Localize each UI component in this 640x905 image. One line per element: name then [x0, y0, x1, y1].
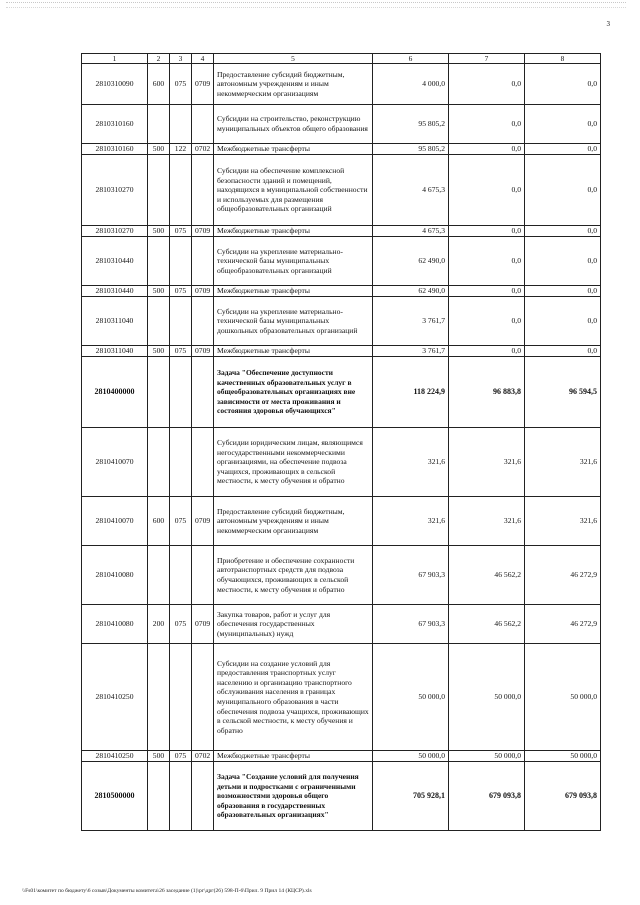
row-code-cell: 2810310440 — [82, 286, 148, 297]
row-code-cell: 2810410070 — [82, 428, 148, 497]
row-value-cell: 4 675,3 — [373, 226, 449, 237]
row-subsection-cell: 0709 — [192, 64, 214, 105]
row-subsection-cell: 0709 — [192, 286, 214, 297]
row-ministry-cell — [170, 357, 192, 428]
row-value-cell: 0,0 — [525, 286, 601, 297]
task-row — [82, 357, 601, 428]
row-code-cell: 2810310160 — [82, 105, 148, 144]
row-section-cell: 200 — [148, 605, 170, 644]
row-ministry-cell: 075 — [170, 605, 192, 644]
row-subsection-cell: 0709 — [192, 226, 214, 237]
row-ministry-cell — [170, 155, 192, 226]
row-section-cell — [148, 644, 170, 751]
row-value-cell: 0,0 — [449, 226, 525, 237]
row-section-cell: 500 — [148, 144, 170, 155]
row-ministry-cell: 075 — [170, 497, 192, 546]
row-subsection-cell: 0702 — [192, 144, 214, 155]
column-header-row — [82, 54, 601, 64]
table-row — [82, 286, 601, 297]
row-subsection-cell — [192, 237, 214, 286]
row-subsection-cell — [192, 357, 214, 428]
column-header: 3 — [170, 54, 192, 64]
row-value-cell: 0,0 — [525, 297, 601, 346]
table-row — [82, 226, 601, 237]
row-ministry-cell — [170, 644, 192, 751]
row-section-cell — [148, 237, 170, 286]
column-header: 6 — [373, 54, 449, 64]
row-name-cell: Субсидии на строительство, реконструкцию муниципальных объектов общего образования — [214, 105, 373, 144]
row-name-cell: Закупка товаров, работ и услуг для обеспечения государственных (муниципальных) нужд — [214, 605, 373, 644]
table-row — [82, 64, 601, 105]
row-value-cell: 50 000,0 — [449, 644, 525, 751]
row-subsection-cell — [192, 105, 214, 144]
row-value-cell: 67 903,3 — [373, 605, 449, 644]
row-ministry-cell: 075 — [170, 286, 192, 297]
row-value-cell: 46 562,2 — [449, 605, 525, 644]
column-header: 1 — [82, 54, 148, 64]
row-section-cell: 500 — [148, 751, 170, 762]
column-header: 4 — [192, 54, 214, 64]
row-value-cell: 0,0 — [449, 105, 525, 144]
row-value-cell: 679 093,8 — [525, 762, 601, 831]
row-ministry-cell — [170, 297, 192, 346]
page-number: 3 — [606, 20, 610, 28]
file-path-footer: \\Fs01\комитет по бюджету\6 созыв\Документы комитета\26 заседание (1)\рг\дрг(26) 598-П-6\Прил. 9 Прил 14 (КЦСР).xls — [22, 888, 312, 894]
row-subsection-cell — [192, 428, 214, 497]
row-value-cell: 4 000,0 — [373, 64, 449, 105]
row-name-cell: Задача "Создание условий для получения детьми и подростками с ограниченными возможностями здоровья общего образования в государственных образовательных организациях" — [214, 762, 373, 831]
row-value-cell: 321,6 — [525, 428, 601, 497]
row-value-cell: 46 272,9 — [525, 605, 601, 644]
row-code-cell: 2810310270 — [82, 226, 148, 237]
row-code-cell: 2810310090 — [82, 64, 148, 105]
row-value-cell: 321,6 — [449, 497, 525, 546]
table-row — [82, 346, 601, 357]
row-value-cell: 46 562,2 — [449, 546, 525, 605]
row-value-cell: 679 093,8 — [449, 762, 525, 831]
column-header: 2 — [148, 54, 170, 64]
row-name-cell: Субсидии на укрепление материально-технической базы муниципальных дошкольных образовательных организаций — [214, 297, 373, 346]
row-ministry-cell: 075 — [170, 226, 192, 237]
row-ministry-cell — [170, 237, 192, 286]
row-name-cell: Субсидии на укрепление материально-технической базы муниципальных общеобразовательных организаций — [214, 237, 373, 286]
row-ministry-cell — [170, 762, 192, 831]
row-section-cell — [148, 105, 170, 144]
row-value-cell: 0,0 — [525, 226, 601, 237]
row-value-cell: 0,0 — [449, 64, 525, 105]
row-value-cell: 50 000,0 — [373, 644, 449, 751]
row-ministry-cell — [170, 105, 192, 144]
row-code-cell: 2810410070 — [82, 497, 148, 546]
row-value-cell: 0,0 — [449, 144, 525, 155]
row-name-cell: Предоставление субсидий бюджетным, автономным учреждениям и иным некоммерческим организациям — [214, 497, 373, 546]
row-value-cell: 67 903,3 — [373, 546, 449, 605]
row-section-cell — [148, 428, 170, 497]
row-value-cell: 0,0 — [525, 346, 601, 357]
row-value-cell: 0,0 — [449, 297, 525, 346]
table-row — [82, 644, 601, 751]
row-code-cell: 2810410250 — [82, 644, 148, 751]
row-value-cell: 96 883,8 — [449, 357, 525, 428]
row-value-cell: 118 224,9 — [373, 357, 449, 428]
row-subsection-cell — [192, 297, 214, 346]
row-value-cell: 3 761,7 — [373, 297, 449, 346]
budget-table — [81, 53, 601, 831]
table-row — [82, 546, 601, 605]
row-section-cell: 600 — [148, 64, 170, 105]
row-subsection-cell — [192, 546, 214, 605]
table-row — [82, 428, 601, 497]
row-name-cell: Межбюджетные трансферты — [214, 226, 373, 237]
row-value-cell: 705 928,1 — [373, 762, 449, 831]
row-section-cell — [148, 155, 170, 226]
row-value-cell: 3 761,7 — [373, 346, 449, 357]
row-code-cell: 2810310440 — [82, 237, 148, 286]
row-name-cell: Приобретение и обеспечение сохранности автотранспортных средств для подвоза обучающихся, проживающих в сельской местности, к месту обучения и обратно — [214, 546, 373, 605]
row-value-cell: 0,0 — [449, 346, 525, 357]
row-value-cell: 0,0 — [525, 64, 601, 105]
scan-top-edge — [6, 2, 626, 8]
row-subsection-cell — [192, 762, 214, 831]
table-row — [82, 155, 601, 226]
row-code-cell: 2810311040 — [82, 297, 148, 346]
row-name-cell: Субсидии на обеспечение комплексной безопасности зданий и помещений, находящихся в муниципальной собственности и используемых для размещения общеобразовательных организаций — [214, 155, 373, 226]
row-value-cell: 321,6 — [373, 428, 449, 497]
row-ministry-cell: 075 — [170, 64, 192, 105]
row-name-cell: Субсидии на создание условий для предоставления транспортных услуг населению и организацию транспортного обслуживания населения в границах муниципального образования в части обеспечения подвоза учащихся, проживающих в сельской местности, к месту обучения и обратно — [214, 644, 373, 751]
row-ministry-cell: 075 — [170, 751, 192, 762]
row-value-cell: 321,6 — [525, 497, 601, 546]
row-section-cell — [148, 357, 170, 428]
row-ministry-cell: 075 — [170, 346, 192, 357]
table-row — [82, 297, 601, 346]
column-header: 5 — [214, 54, 373, 64]
row-value-cell: 95 805,2 — [373, 105, 449, 144]
row-value-cell: 0,0 — [449, 155, 525, 226]
row-code-cell: 2810400000 — [82, 357, 148, 428]
row-value-cell: 96 594,5 — [525, 357, 601, 428]
column-header: 7 — [449, 54, 525, 64]
column-header: 8 — [525, 54, 601, 64]
row-value-cell: 50 000,0 — [525, 644, 601, 751]
row-subsection-cell — [192, 644, 214, 751]
row-section-cell: 500 — [148, 286, 170, 297]
table-row — [82, 605, 601, 644]
row-value-cell: 50 000,0 — [373, 751, 449, 762]
row-ministry-cell: 122 — [170, 144, 192, 155]
row-value-cell: 46 272,9 — [525, 546, 601, 605]
row-value-cell: 62 490,0 — [373, 237, 449, 286]
row-section-cell — [148, 762, 170, 831]
row-code-cell: 2810410080 — [82, 605, 148, 644]
row-value-cell: 50 000,0 — [525, 751, 601, 762]
row-value-cell: 0,0 — [525, 144, 601, 155]
table-row — [82, 144, 601, 155]
row-section-cell: 500 — [148, 226, 170, 237]
row-subsection-cell: 0709 — [192, 346, 214, 357]
row-name-cell: Субсидии юридическим лицам, являющимся негосударственными некоммерческими организациями, на обеспечение подвоза учащихся, проживающих в сельской местности, к месту обучения и обратно — [214, 428, 373, 497]
table-row — [82, 105, 601, 144]
row-code-cell: 2810500000 — [82, 762, 148, 831]
task-row — [82, 762, 601, 831]
row-value-cell: 0,0 — [525, 105, 601, 144]
row-value-cell: 0,0 — [449, 286, 525, 297]
row-section-cell: 500 — [148, 346, 170, 357]
row-code-cell: 2810310160 — [82, 144, 148, 155]
row-value-cell: 0,0 — [449, 237, 525, 286]
row-subsection-cell: 0709 — [192, 605, 214, 644]
row-value-cell: 0,0 — [525, 237, 601, 286]
row-name-cell: Предоставление субсидий бюджетным, автономным учреждениям и иным некоммерческим организациям — [214, 64, 373, 105]
row-subsection-cell — [192, 155, 214, 226]
row-code-cell: 2810311040 — [82, 346, 148, 357]
row-section-cell — [148, 297, 170, 346]
row-name-cell: Межбюджетные трансферты — [214, 286, 373, 297]
row-subsection-cell: 0702 — [192, 751, 214, 762]
table-row — [82, 237, 601, 286]
row-ministry-cell — [170, 546, 192, 605]
row-name-cell: Межбюджетные трансферты — [214, 751, 373, 762]
row-value-cell: 0,0 — [525, 155, 601, 226]
table-row — [82, 497, 601, 546]
row-subsection-cell: 0709 — [192, 497, 214, 546]
row-value-cell: 321,6 — [449, 428, 525, 497]
row-value-cell: 321,6 — [373, 497, 449, 546]
row-name-cell: Задача "Обеспечение доступности качественных образовательных услуг в общеобразовательных организациях вне зависимости от места проживания и состояния здоровья обучающихся" — [214, 357, 373, 428]
row-value-cell: 95 805,2 — [373, 144, 449, 155]
row-value-cell: 4 675,3 — [373, 155, 449, 226]
row-name-cell: Межбюджетные трансферты — [214, 144, 373, 155]
row-value-cell: 62 490,0 — [373, 286, 449, 297]
row-name-cell: Межбюджетные трансферты — [214, 346, 373, 357]
row-code-cell: 2810410250 — [82, 751, 148, 762]
row-value-cell: 50 000,0 — [449, 751, 525, 762]
row-code-cell: 2810310270 — [82, 155, 148, 226]
table-row — [82, 751, 601, 762]
row-code-cell: 2810410080 — [82, 546, 148, 605]
row-section-cell — [148, 546, 170, 605]
row-ministry-cell — [170, 428, 192, 497]
row-section-cell: 600 — [148, 497, 170, 546]
